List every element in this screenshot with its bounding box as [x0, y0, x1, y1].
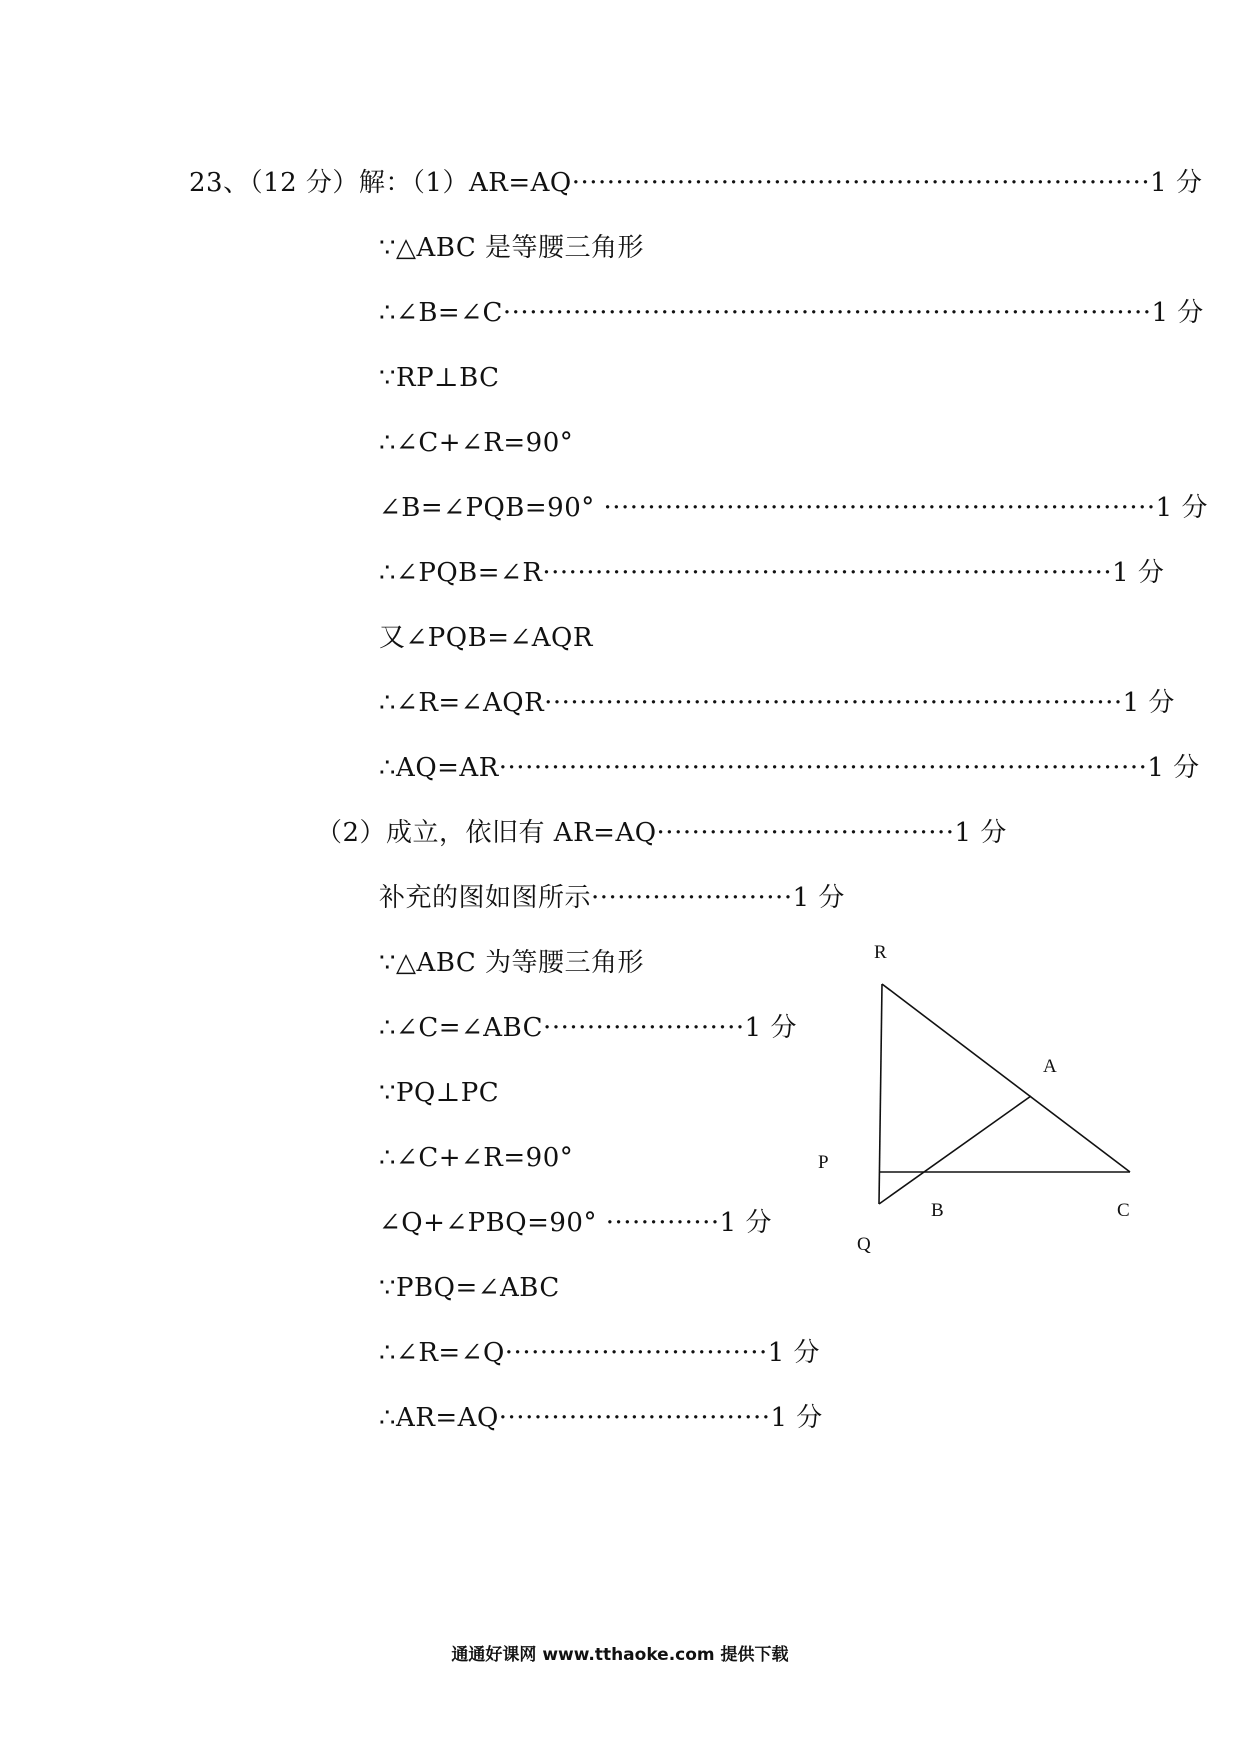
label-P: P — [818, 1152, 829, 1173]
segment-RC — [882, 984, 1130, 1172]
proof-line: ∵PBQ=∠ABC — [379, 1273, 560, 1303]
proof-line: ∠B=∠PQB=90° ·······························································1 分 — [379, 493, 1208, 523]
label-A: A — [1043, 1056, 1057, 1077]
label-C: C — [1117, 1200, 1130, 1221]
proof-line: ∵△ABC 是等腰三角形 — [379, 233, 645, 263]
proof-line: 补充的图如图所示·······················1 分 — [379, 883, 845, 913]
proof-line: ∵△ABC 为等腰三角形 — [379, 948, 645, 978]
proof-line: ∵PQ⊥PC — [379, 1078, 500, 1108]
segment-RQ — [879, 984, 882, 1204]
proof-line: ∴∠PQB=∠R·································································1 分 — [379, 558, 1165, 588]
proof-line: 又∠PQB=∠AQR — [379, 623, 593, 653]
label-Q: Q — [857, 1234, 871, 1255]
proof-line: ∵RP⊥BC — [379, 363, 500, 393]
label-R: R — [874, 942, 887, 963]
solution-heading-line: 23、（12 分）解：（1）AR=AQ··································································1 分 — [189, 168, 1203, 198]
proof-line: ∴∠C+∠R=90° — [379, 1143, 574, 1173]
proof-line: ∴∠C+∠R=90° — [379, 428, 574, 458]
proof-line: ∠Q+∠PBQ=90° ·············1 分 — [379, 1208, 772, 1238]
proof-line: ∴∠B=∠C··········································································1 分 — [379, 298, 1204, 328]
proof-line: ∴AQ=AR··········································································1 分 — [379, 753, 1200, 783]
segment-QA — [879, 1096, 1031, 1204]
proof-line: ∴∠R=∠Q······························1 分 — [379, 1338, 821, 1368]
label-B: B — [931, 1200, 944, 1221]
proof-line: ∴AR=AQ·······························1 分 — [379, 1403, 823, 1433]
proof-line: ∴∠R=∠AQR··································································1 分 — [379, 688, 1175, 718]
part2-heading-line: （2）成立，依旧有 AR=AQ··································1 分 — [316, 818, 1007, 848]
footer-source-note: 通通好课网 www.tthaoke.com 提供下载 — [451, 1645, 789, 1665]
proof-line: ∴∠C=∠ABC·······················1 分 — [379, 1013, 797, 1043]
